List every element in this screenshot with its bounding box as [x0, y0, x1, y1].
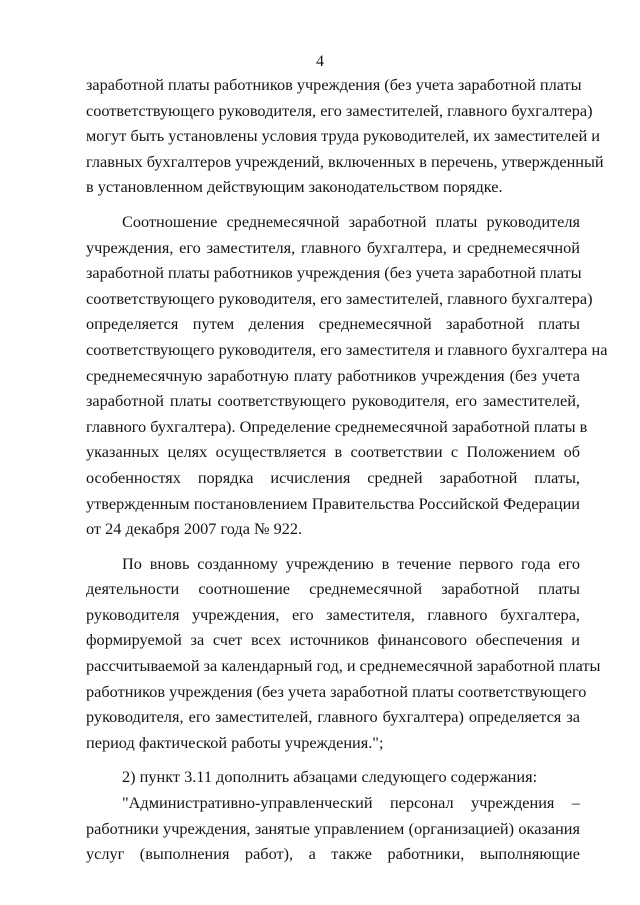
text-line: соответствующего руководителя, его заместителей, главного бухгалтера)	[86, 288, 593, 308]
text-line: деятельности соотношение среднемесячной заработной платы	[86, 579, 580, 599]
paragraph	[86, 209, 608, 542]
text-line: главного бухгалтера). Определение среднемесячной заработной платы в	[86, 416, 588, 436]
text-line: руководителя, его заместителей, главного бухгалтера) определяется за	[86, 707, 580, 727]
text-line: Соотношение среднемесячной заработной платы руководителя	[122, 211, 580, 231]
text-line: услуг (выполнения работ), а также работники, выполняющие	[86, 844, 580, 864]
text-line: По вновь созданному учреждению в течение первого года его	[122, 553, 580, 573]
page-number: 4	[316, 53, 324, 70]
document-body	[86, 72, 608, 867]
text-line: руководителя учреждения, его заместителя, главного бухгалтера,	[86, 604, 580, 624]
text-line: утвержденным постановлением Правительства Российской Федерации	[86, 493, 580, 513]
text-line: указанных целях осуществляется в соответствии с Положением об	[86, 442, 580, 462]
text-line: учреждения, его заместителя, главного бухгалтера, и среднемесячной	[86, 237, 580, 257]
text-line: соответствующего руководителя, его заместителей, главного бухгалтера)	[86, 100, 593, 120]
text-line: могут быть установлены условия труда руководителей, их заместителей и	[86, 126, 600, 146]
text-line: соответствующего руководителя, его заместителя и главного бухгалтера на	[86, 339, 608, 359]
paragraph	[86, 72, 604, 200]
text-line: заработной платы работников учреждения (без учета заработной платы	[86, 263, 582, 283]
text-line: заработной платы соответствующего руководителя, его заместителей,	[86, 391, 580, 411]
text-line: в установленном действующим законодательством порядке.	[86, 177, 503, 197]
text-line: "Административно-управленческий персонал учреждения –	[122, 793, 580, 813]
text-line: главных бухгалтеров учреждений, включенных в перечень, утвержденный	[86, 151, 604, 171]
text-line: определяется путем деления среднемесячной заработной платы	[86, 314, 580, 334]
text-line: работников учреждения (без учета заработной платы соответствующего	[86, 681, 587, 701]
paragraph	[86, 790, 580, 867]
text-line: 2) пункт 3.11 дополнить абзацами следующего содержания:	[122, 767, 538, 787]
text-line: формируемой за счет всех источников финансового обеспечения и	[86, 630, 580, 650]
paragraph	[86, 764, 580, 790]
text-line: период фактической работы учреждения.";	[86, 732, 384, 752]
text-line: заработной платы работников учреждения (без учета заработной платы	[86, 75, 582, 94]
paragraph	[86, 551, 601, 756]
text-line: рассчитываемой за календарный год, и среднемесячной заработной платы	[86, 656, 601, 676]
text-line: особенностях порядка исчисления средней заработной платы,	[86, 467, 580, 487]
text-line: среднемесячную заработную плату работников учреждения (без учета	[86, 365, 580, 385]
text-line: от 24 декабря 2007 года № 922.	[86, 519, 303, 539]
text-line: работники учреждения, занятые управлением (организацией) оказания	[86, 818, 580, 838]
